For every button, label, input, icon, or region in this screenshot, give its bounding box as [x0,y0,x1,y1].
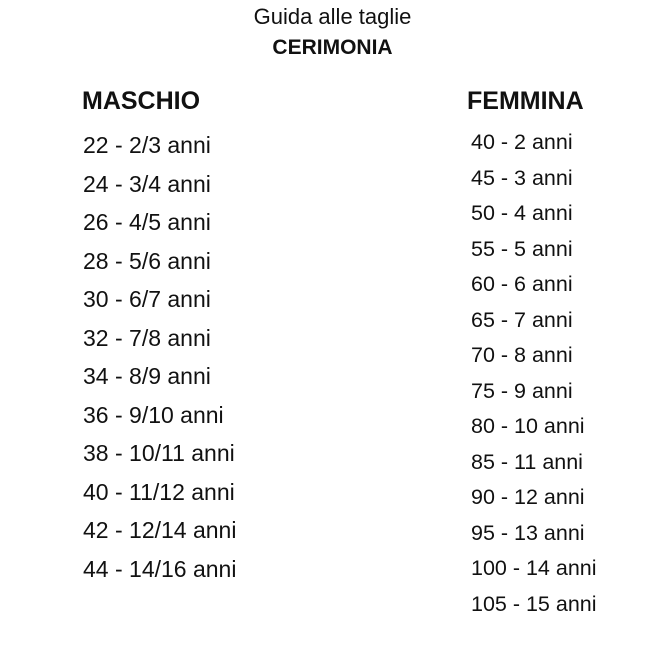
page-subtitle: CERIMONIA [272,36,393,59]
female-size-item: 85 - 11 anni [471,449,583,474]
male-size-item: 22 - 2/3 anni [83,132,211,158]
male-size-item: 34 - 8/9 anni [83,363,211,389]
female-size-item: 40 - 2 anni [471,130,573,154]
page-title: Guida alle taglie [253,4,412,29]
female-size-list [471,125,597,622]
female-size-item: 100 - 14 anni [471,556,597,580]
female-size-item: 80 - 10 anni [471,414,585,438]
female-size-item: 45 - 3 anni [471,165,573,190]
male-size-item: 36 - 9/10 anni [83,401,224,428]
male-size-item: 26 - 4/5 anni [83,209,211,235]
male-size-item: 42 - 12/14 anni [83,517,237,543]
male-heading: MASCHIO [82,87,201,115]
female-size-item: 65 - 7 anni [471,307,573,332]
male-size-list [83,126,236,588]
female-size-item: 75 - 9 anni [471,378,573,403]
male-size-item: 30 - 6/7 anni [83,286,211,312]
male-size-item: 24 - 3/4 anni [83,170,211,197]
female-size-item: 50 - 4 anni [471,201,573,225]
female-heading: FEMMINA [467,87,584,115]
female-size-item: 90 - 12 anni [471,485,585,509]
female-size-item: 60 - 6 anni [471,272,573,296]
female-size-item: 95 - 13 anni [471,520,585,545]
female-size-item: 70 - 8 anni [471,343,573,367]
male-size-item: 28 - 5/6 anni [83,247,211,274]
male-size-item: 44 - 14/16 anni [83,555,237,582]
female-size-item: 55 - 5 anni [471,236,573,261]
male-size-item: 40 - 11/12 anni [83,478,235,505]
female-size-item: 105 - 15 anni [471,591,597,616]
male-size-item: 38 - 10/11 anni [83,440,235,466]
male-size-item: 32 - 7/8 anni [83,324,211,351]
